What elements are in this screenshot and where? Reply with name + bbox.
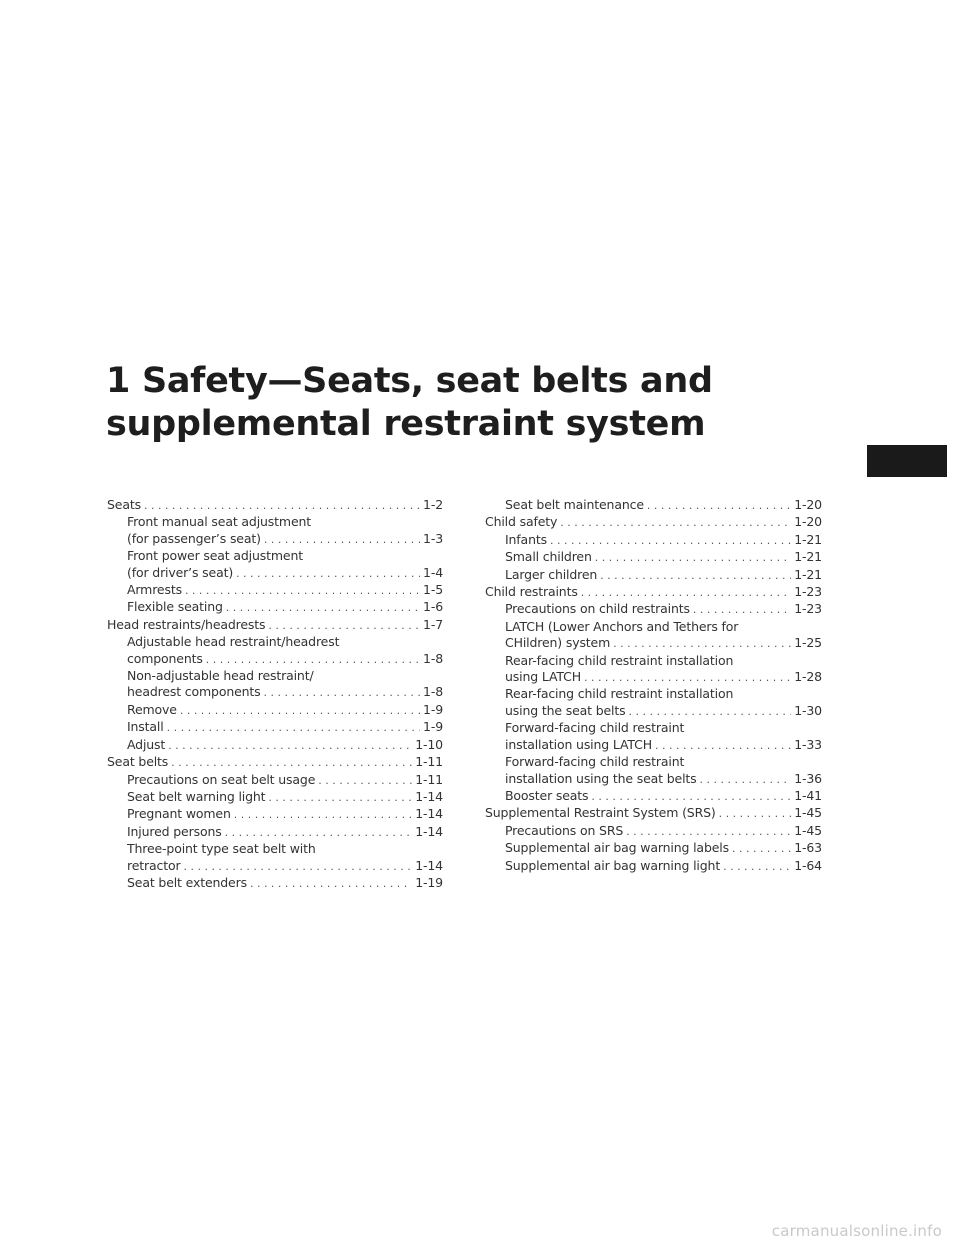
toc-dot-leader (693, 602, 791, 618)
toc-dot-leader (268, 618, 420, 634)
toc-entry-label: Remove (127, 701, 177, 717)
toc-subsection-entry[interactable] (485, 549, 822, 566)
toc-subsection-entry[interactable] (107, 772, 443, 789)
toc-dot-leader (550, 533, 791, 549)
toc-entry-row (505, 703, 822, 720)
toc-dot-leader (626, 824, 791, 840)
toc-subsection-entry[interactable] (107, 599, 443, 616)
toc-page-number: 1-14 (415, 788, 443, 804)
toc-subsection-entry[interactable] (107, 824, 443, 841)
toc-section-entry[interactable] (107, 754, 443, 771)
toc-section-entry[interactable] (485, 514, 822, 531)
toc-entry-row (505, 635, 822, 652)
toc-subsection-entry[interactable] (485, 788, 822, 805)
watermark-text: carmanualsonline.info (771, 1222, 942, 1240)
toc-entry-label-line: Adjustable head restraint/headrest (127, 634, 340, 650)
toc-page-number: 1-45 (794, 805, 822, 821)
toc-dot-leader (591, 789, 791, 805)
toc-subsection-entry[interactable] (107, 514, 443, 548)
chapter-title-line-1: 1 Safety—Seats, seat belts and (106, 361, 713, 401)
toc-entry-label: components (127, 650, 203, 666)
toc-page-number: 1-23 (794, 584, 822, 600)
toc-entry-label: retractor (127, 857, 181, 873)
toc-entry-row (505, 858, 822, 875)
toc-subsection-entry[interactable] (107, 737, 443, 754)
toc-column-left (107, 497, 443, 892)
toc-section-entry[interactable] (485, 584, 822, 601)
toc-dot-leader (700, 772, 792, 788)
toc-page-number: 1-7 (423, 616, 443, 632)
toc-section-entry[interactable] (107, 497, 443, 514)
toc-entry-row (505, 771, 822, 788)
toc-entry-row (505, 788, 822, 805)
toc-subsection-entry[interactable] (485, 754, 822, 788)
toc-entry-label-line: LATCH (Lower Anchors and Tethers for (505, 618, 739, 634)
toc-section-entry[interactable] (485, 805, 822, 822)
toc-entry-label: installation using LATCH (505, 736, 652, 752)
toc-page-number: 1-9 (423, 701, 443, 717)
toc-entry-row (107, 754, 443, 771)
toc-dot-leader (628, 704, 791, 720)
toc-entry-row (505, 497, 822, 514)
toc-page-number: 1-20 (794, 497, 822, 512)
toc-page-number: 1-14 (415, 857, 443, 873)
toc-page-number: 1-11 (415, 771, 443, 787)
toc-dot-leader (732, 841, 791, 857)
toc-subsection-entry[interactable] (107, 548, 443, 582)
toc-entry-label: Seat belt warning light (127, 788, 266, 804)
toc-dot-leader (226, 600, 420, 616)
toc-page-number: 1-30 (794, 702, 822, 718)
toc-dot-leader (647, 498, 791, 514)
toc-entry-label: Booster seats (505, 787, 589, 803)
toc-page-number: 1-63 (794, 840, 822, 856)
toc-entry-row (127, 858, 443, 875)
toc-subsection-entry[interactable] (485, 823, 822, 840)
toc-subsection-entry[interactable] (107, 668, 443, 702)
toc-dot-leader (600, 568, 791, 584)
toc-dot-leader (723, 859, 791, 875)
toc-page-number: 1-21 (794, 531, 822, 547)
toc-entry-label: Seats (107, 497, 141, 512)
toc-entry-row (505, 549, 822, 566)
toc-entry-label: Larger children (505, 566, 598, 582)
toc-entry-row (107, 497, 443, 514)
toc-entry-label: Supplemental air bag warning labels (505, 840, 729, 856)
toc-entry-label: Injured persons (127, 823, 222, 839)
toc-entry-label: Head restraints/headrests (107, 616, 266, 632)
toc-subsection-entry[interactable] (107, 702, 443, 719)
toc-subsection-entry[interactable] (107, 719, 443, 736)
toc-page-number: 1-3 (423, 530, 443, 546)
toc-subsection-entry[interactable] (485, 619, 822, 653)
toc-subsection-entry[interactable] (485, 497, 822, 514)
toc-subsection-entry[interactable] (107, 806, 443, 823)
toc-subsection-entry[interactable] (485, 601, 822, 618)
toc-page-number: 1-2 (423, 497, 443, 512)
toc-entry-label: Precautions on seat belt usage (127, 771, 316, 787)
toc-dot-leader (581, 585, 792, 601)
toc-entry-row (485, 584, 822, 601)
toc-entry-label: Precautions on child restraints (505, 601, 690, 617)
toc-dot-leader (250, 876, 412, 892)
toc-page-number: 1-10 (415, 736, 443, 752)
toc-page-number: 1-23 (794, 601, 822, 617)
toc-dot-leader (655, 738, 791, 754)
toc-page-number: 1-19 (415, 874, 443, 890)
toc-page-number: 1-9 (423, 719, 443, 735)
toc-entry-row (127, 599, 443, 616)
toc-page-number: 1-14 (415, 806, 443, 822)
toc-entry-row (127, 789, 443, 806)
toc-entry-row (127, 531, 443, 548)
toc-entry-label: Supplemental Restraint System (SRS) (485, 805, 716, 821)
toc-entry-label-line: Front power seat adjustment (127, 548, 303, 564)
toc-page-number: 1-5 (423, 582, 443, 598)
toc-entry-row (127, 806, 443, 823)
toc-page-number: 1-11 (415, 754, 443, 770)
toc-entry-label: Flexible seating (127, 599, 223, 615)
toc-entry-row (127, 875, 443, 892)
toc-entry-row (127, 702, 443, 719)
toc-dot-leader (225, 825, 413, 841)
toc-page-number: 1-21 (794, 549, 822, 565)
toc-dot-leader (264, 685, 421, 701)
toc-entry-row (127, 582, 443, 599)
toc-dot-leader (560, 515, 791, 531)
toc-subsection-entry[interactable] (107, 634, 443, 668)
toc-entry-row (485, 805, 822, 822)
toc-page-number: 1-33 (794, 736, 822, 752)
toc-entry-label: Small children (505, 549, 592, 565)
toc-entry-label: Seat belt maintenance (505, 497, 644, 512)
toc-subsection-entry[interactable] (107, 841, 443, 875)
toc-entry-label: CHildren) system (505, 635, 611, 651)
toc-page-number: 1-21 (794, 566, 822, 582)
toc-entry-label: Install (127, 719, 164, 735)
toc-entry-row (127, 772, 443, 789)
toc-page-number: 1-64 (794, 857, 822, 873)
toc-dot-leader (180, 703, 420, 719)
toc-entry-row (505, 840, 822, 857)
toc-entry-label: using the seat belts (505, 702, 626, 718)
toc-dot-leader (268, 790, 412, 806)
toc-entry-label-line: Forward-facing child restraint (505, 720, 685, 736)
chapter-tab-marker (867, 445, 947, 477)
toc-dot-leader (318, 773, 412, 789)
toc-entry-label-line: Forward-facing child restraint (505, 754, 685, 770)
toc-entry-row (127, 651, 443, 668)
toc-page-number: 1-6 (423, 599, 443, 615)
toc-entry-row (127, 719, 443, 736)
toc-page-number: 1-41 (794, 787, 822, 803)
toc-dot-leader (185, 583, 420, 599)
toc-entry-label: headrest components (127, 684, 261, 700)
toc-subsection-entry[interactable] (107, 789, 443, 806)
toc-subsection-entry[interactable] (485, 567, 822, 584)
toc-dot-leader (144, 498, 420, 514)
toc-page-number: 1-14 (415, 823, 443, 839)
toc-entry-label: (for driver’s seat) (127, 564, 234, 580)
toc-subsection-entry[interactable] (107, 875, 443, 892)
toc-entry-label: Pregnant women (127, 806, 231, 822)
toc-entry-label: (for passenger’s seat) (127, 530, 261, 546)
toc-page-number: 1-8 (423, 650, 443, 666)
toc-entry-label: Seat belts (107, 754, 169, 770)
toc-column-right (485, 497, 822, 875)
toc-subsection-entry[interactable] (485, 720, 822, 754)
toc-entry-row (127, 737, 443, 754)
toc-entry-row (505, 737, 822, 754)
toc-entry-label-line: Non-adjustable head restraint/ (127, 668, 314, 684)
toc-page-number: 1-25 (794, 635, 822, 651)
toc-entry-label: Seat belt extenders (127, 874, 247, 890)
toc-entry-label: installation using the seat belts (505, 770, 697, 786)
toc-dot-leader (168, 738, 412, 754)
toc-dot-leader (264, 532, 420, 548)
toc-subsection-entry[interactable] (107, 582, 443, 599)
toc-dot-leader (236, 566, 420, 582)
toc-dot-leader (206, 652, 420, 668)
toc-entry-row (485, 514, 822, 531)
toc-dot-leader (171, 755, 412, 771)
toc-entry-label: Child restraints (485, 584, 578, 600)
toc-entry-label-line: Front manual seat adjustment (127, 514, 312, 530)
toc-dot-leader (595, 550, 791, 566)
toc-entry-label-line: Three-point type seat belt with (127, 841, 316, 857)
toc-dot-leader (234, 807, 412, 823)
toc-subsection-entry[interactable] (485, 858, 822, 875)
toc-entry-label-line: Rear-facing child restraint installation (505, 652, 734, 668)
toc-entry-label: Precautions on SRS (505, 822, 624, 838)
toc-page-number: 1-45 (794, 822, 822, 838)
toc-dot-leader (613, 636, 791, 652)
toc-entry-row (505, 669, 822, 686)
toc-page-number: 1-36 (794, 770, 822, 786)
toc-entry-row (505, 567, 822, 584)
toc-entry-row (127, 824, 443, 841)
toc-entry-label: Adjust (127, 736, 166, 752)
toc-dot-leader (719, 806, 792, 822)
toc-dot-leader (584, 670, 791, 686)
toc-page-number: 1-4 (423, 564, 443, 580)
toc-subsection-entry[interactable] (485, 653, 822, 687)
toc-dot-leader (167, 720, 420, 736)
toc-subsection-entry[interactable] (485, 532, 822, 549)
toc-entry-label: Supplemental air bag warning light (505, 857, 721, 873)
toc-page-number: 1-28 (794, 669, 822, 685)
toc-entry-label: Child safety (485, 514, 558, 530)
toc-entry-row (505, 532, 822, 549)
toc-subsection-entry[interactable] (485, 686, 822, 720)
toc-entry-row (107, 617, 443, 634)
toc-entry-label: using LATCH (505, 669, 581, 685)
toc-entry-row (505, 601, 822, 618)
toc-entry-row (127, 684, 443, 701)
toc-page-number: 1-20 (794, 514, 822, 530)
toc-entry-row (127, 565, 443, 582)
toc-section-entry[interactable] (107, 617, 443, 634)
chapter-title (106, 360, 866, 446)
chapter-title-line-2: supplemental restraint system (106, 404, 706, 444)
toc-dot-leader (183, 859, 412, 875)
toc-entry-row (505, 823, 822, 840)
toc-entry-label: Armrests (127, 582, 182, 598)
toc-page-number: 1-8 (423, 684, 443, 700)
toc-entry-label: Infants (505, 531, 547, 547)
toc-subsection-entry[interactable] (485, 840, 822, 857)
toc-entry-label-line: Rear-facing child restraint installation (505, 686, 734, 702)
